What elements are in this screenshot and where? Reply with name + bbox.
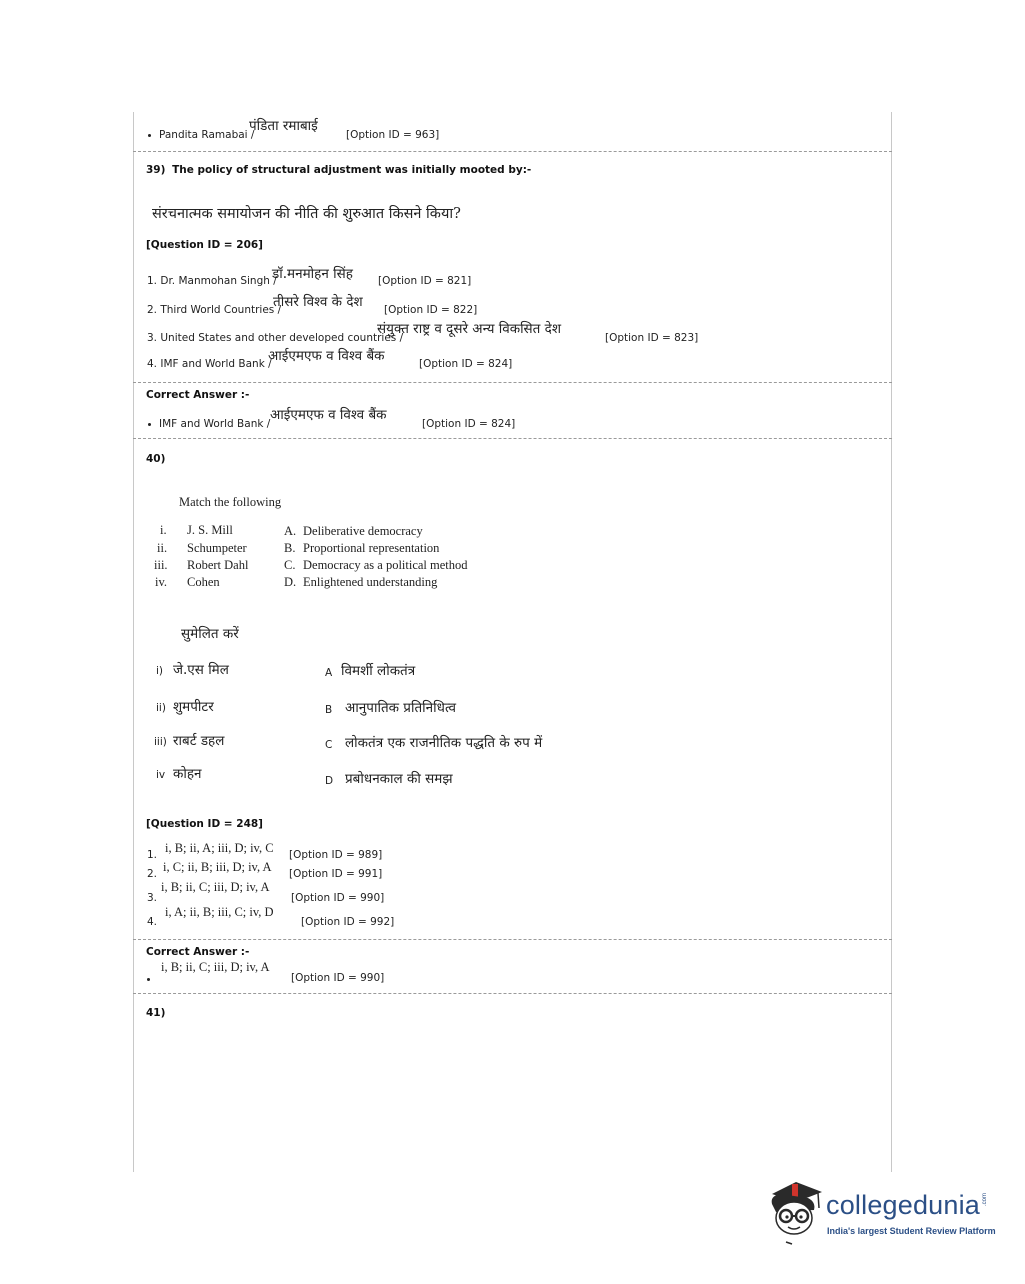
q39-question-id: [Question ID = 206] — [146, 239, 263, 251]
q39-number — [146, 164, 531, 176]
prev-answer-hindi: पंडिता रमाबाई — [249, 118, 318, 134]
q40-option-3-id: [Option ID = 990] — [291, 892, 385, 904]
q40-right-hindi-item-1: विमर्शी लोकतंत्र — [341, 663, 416, 679]
q40-right-item-3: Democracy as a political method — [303, 558, 468, 572]
q40-left-hindi-item-4: कोहन — [173, 766, 202, 782]
q40-right-letter-4: D. — [284, 575, 297, 589]
q40-left-hindi-num-1: i) — [156, 665, 164, 677]
q40-option-4-id: [Option ID = 992] — [301, 916, 395, 928]
q40-left-item-2: Schumpeter — [187, 541, 247, 555]
separator — [133, 939, 892, 940]
q39-option-3-id: [Option ID = 823] — [605, 332, 699, 344]
q40-option-1-text: i, B; ii, A; iii, D; iv, C — [165, 841, 274, 855]
q39-option-3-hindi: संयुक्त राष्ट्र व दूसरे अन्य विकसित देश — [377, 321, 562, 337]
q40-left-hindi-item-2: शुमपीटर — [173, 699, 214, 715]
q40-correct-answer-label: Correct Answer :- — [146, 946, 250, 958]
q40-right-item-1: Deliberative democracy — [303, 524, 423, 538]
q40-right-letter-2: B. — [284, 541, 296, 555]
page-border-left — [133, 112, 134, 1172]
logo-wordmark: collegedunia — [826, 1190, 981, 1220]
q40-correct-answer-id: [Option ID = 990] — [291, 972, 385, 984]
q39-number-text: 39) — [146, 164, 166, 176]
logo-com: .com — [982, 1192, 988, 1206]
q40-left-hindi-num-4: iv — [156, 769, 166, 781]
q39-option-4-id: [Option ID = 824] — [419, 358, 513, 370]
q39-question-hindi: संरचनात्मक समायोजन की नीति की शुरुआत किसने किया? — [152, 206, 461, 222]
q40-right-hindi-letter-3: C — [325, 739, 333, 751]
q40-option-2-num: 2. — [147, 868, 158, 880]
mascot-icon — [766, 1178, 824, 1248]
q40-left-item-1: J. S. Mill — [187, 523, 233, 537]
q39-option-2-text: 2. Third World Countries / — [147, 304, 282, 316]
q40-left-hindi-item-3: राबर्ट डहल — [173, 733, 225, 749]
separator — [133, 438, 892, 439]
q39-correct-answer-label: Correct Answer :- — [146, 389, 250, 401]
q40-right-letter-3: C. — [284, 558, 296, 572]
q40-left-num-2: ii. — [157, 541, 168, 555]
q39-option-2-hindi: तीसरे विश्व के देश — [273, 294, 363, 310]
q40-question-id: [Question ID = 248] — [146, 818, 263, 830]
q40-right-item-2: Proportional representation — [303, 541, 440, 555]
q40-option-2-id: [Option ID = 991] — [289, 868, 383, 880]
q39-option-4-text: 4. IMF and World Bank / — [147, 358, 272, 370]
page-border-right — [891, 112, 892, 1172]
bullet — [147, 978, 150, 981]
q40-option-3-num: 3. — [147, 892, 158, 904]
q40-option-2-text: i, C; ii, B; iii, D; iv, A — [163, 860, 272, 874]
q40-left-hindi-item-1: जे.एस मिल — [173, 662, 229, 678]
q39-option-4-hindi: आईएमएफ व विश्व बैंक — [268, 348, 385, 364]
bullet — [148, 134, 151, 137]
q40-right-letter-1: A. — [284, 524, 297, 538]
q39-question-text: The policy of structural adjustment was initially mooted by:- — [172, 164, 532, 176]
separator — [133, 151, 892, 152]
q39-option-2-id: [Option ID = 822] — [384, 304, 478, 316]
q40-left-num-4: iv. — [155, 575, 168, 589]
q40-right-hindi-item-4: प्रबोधनकाल की समझ — [345, 771, 453, 787]
q40-left-num-1: i. — [160, 523, 167, 537]
q40-correct-answer-text: i, B; ii, C; iii, D; iv, A — [161, 960, 270, 974]
q40-right-hindi-letter-1: A — [325, 667, 333, 679]
q40-left-hindi-num-2: ii) — [156, 702, 166, 714]
q40-left-hindi-num-3: iii) — [154, 736, 167, 748]
q40-right-item-4: Enlightened understanding — [303, 575, 438, 589]
q40-option-4-num: 4. — [147, 916, 158, 928]
q40-right-hindi-letter-2: B — [325, 704, 333, 716]
q39-option-3-text: 3. United States and other developed countries / — [147, 332, 404, 344]
q40-option-1-num: 1. — [147, 849, 158, 861]
q39-option-1-id: [Option ID = 821] — [378, 275, 472, 287]
prev-answer-option-id: [Option ID = 963] — [346, 129, 440, 141]
q39-option-1-hindi: डॉ.मनमोहन सिंह — [272, 266, 353, 282]
q39-option-1-text: 1. Dr. Manmohan Singh / — [147, 275, 277, 287]
q40-left-item-3: Robert Dahl — [187, 558, 249, 572]
logo-tagline: India's largest Student Review Platform — [827, 1226, 996, 1236]
q41-number: 41) — [146, 1007, 166, 1019]
q39-correct-answer-text: IMF and World Bank / — [159, 418, 271, 430]
q39-correct-answer-id: [Option ID = 824] — [422, 418, 516, 430]
q40-right-hindi-item-2: आनुपातिक प्रतिनिधित्व — [345, 700, 457, 716]
q40-right-hindi-item-3: लोकतंत्र एक राजनीतिक पद्धति के रुप में — [345, 735, 543, 751]
separator — [133, 382, 892, 383]
q39-correct-answer-hindi: आईएमएफ व विश्व बैंक — [270, 407, 387, 423]
q40-right-hindi-letter-4: D — [325, 775, 334, 787]
q40-option-3-text: i, B; ii, C; iii, D; iv, A — [161, 880, 270, 894]
q40-left-item-4: Cohen — [187, 575, 220, 589]
q40-option-1-id: [Option ID = 989] — [289, 849, 383, 861]
q40-match-title: Match the following — [179, 495, 282, 509]
q40-match-title-hindi: सुमेलित करें — [181, 626, 239, 642]
bullet — [148, 423, 151, 426]
prev-answer-text: Pandita Ramabai / — [159, 129, 255, 141]
q40-option-4-text: i, A; ii, B; iii, C; iv, D — [165, 905, 274, 919]
q40-left-num-3: iii. — [154, 558, 168, 572]
q40-number: 40) — [146, 453, 166, 465]
separator — [133, 993, 892, 994]
